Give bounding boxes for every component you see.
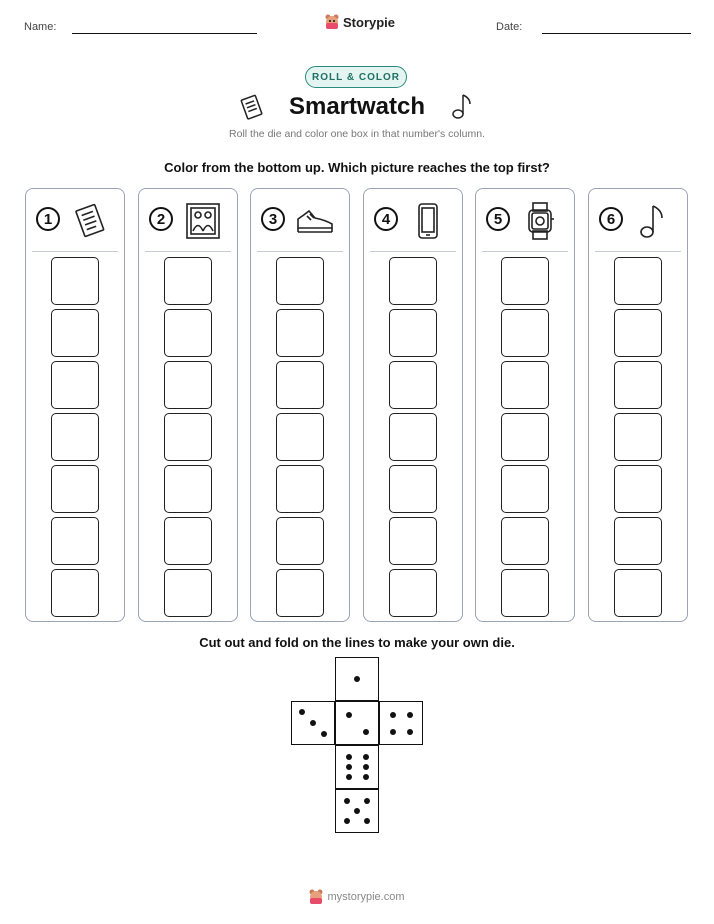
name-label: Name: (24, 21, 57, 33)
die-pip (363, 774, 369, 780)
column-number: 3 (261, 207, 285, 231)
color-box[interactable] (501, 413, 549, 461)
die-pip (346, 774, 352, 780)
color-box[interactable] (164, 569, 212, 617)
color-box[interactable] (51, 361, 99, 409)
color-box[interactable] (501, 309, 549, 357)
footer (0, 889, 714, 905)
color-box[interactable] (389, 413, 437, 461)
column-5 (475, 188, 575, 622)
footer-url[interactable]: mystorypie.com (327, 891, 405, 903)
color-box[interactable] (501, 257, 549, 305)
column-header (26, 189, 124, 249)
column-1 (25, 188, 125, 622)
die-pip (354, 676, 360, 682)
music-note-icon (450, 92, 474, 120)
color-box[interactable] (164, 361, 212, 409)
smartphone-icon (408, 201, 448, 241)
cut-instruction: Cut out and fold on the lines to make your own die. (199, 635, 515, 650)
subtitle: Roll the die and color one box in that number's column. (229, 128, 485, 140)
color-box[interactable] (501, 569, 549, 617)
color-box[interactable] (276, 465, 324, 513)
color-box[interactable] (51, 569, 99, 617)
die-pip (321, 731, 327, 737)
die-pip (346, 712, 352, 718)
column-number: 1 (36, 207, 60, 231)
die-pip (364, 818, 370, 824)
date-label: Date: (496, 21, 523, 33)
die-face-3 (291, 701, 335, 745)
die-pip (363, 764, 369, 770)
color-box[interactable] (614, 517, 662, 565)
color-box[interactable] (276, 257, 324, 305)
color-box[interactable] (276, 569, 324, 617)
column-6 (588, 188, 688, 622)
die-pip (390, 712, 396, 718)
die-pip (407, 729, 413, 735)
brand-logo (325, 14, 395, 30)
color-box[interactable] (389, 569, 437, 617)
color-box[interactable] (51, 465, 99, 513)
color-box[interactable] (614, 309, 662, 357)
column-divider (257, 251, 343, 252)
column-divider (145, 251, 231, 252)
bear-logo-icon (309, 889, 323, 905)
roll-color-badge: ROLL & COLOR (305, 66, 407, 88)
page-title: Smartwatch (288, 93, 426, 120)
die-face-4 (379, 701, 423, 745)
color-box[interactable] (276, 413, 324, 461)
color-box[interactable] (164, 517, 212, 565)
color-box[interactable] (164, 257, 212, 305)
color-box[interactable] (389, 517, 437, 565)
color-box[interactable] (614, 465, 662, 513)
name-line[interactable] (72, 33, 257, 34)
die-pip (390, 729, 396, 735)
brand-name: Storypie (343, 14, 396, 30)
die-face-1 (335, 657, 379, 701)
instruction-text: Color from the bottom up. Which picture reaches the top first? (164, 160, 550, 175)
die-pip (407, 712, 413, 718)
column-divider (370, 251, 456, 252)
color-box[interactable] (389, 309, 437, 357)
die-pip (363, 729, 369, 735)
color-box[interactable] (164, 465, 212, 513)
die-pip (346, 764, 352, 770)
book-icon (70, 201, 110, 241)
column-number: 5 (486, 207, 510, 231)
color-box[interactable] (501, 465, 549, 513)
column-header (251, 189, 349, 249)
column-4 (363, 188, 463, 622)
color-box[interactable] (164, 309, 212, 357)
color-box[interactable] (614, 257, 662, 305)
die-face-2 (335, 701, 379, 745)
die-face-6 (335, 745, 379, 789)
column-number: 6 (599, 207, 623, 231)
sneaker-icon (295, 201, 335, 241)
color-box[interactable] (276, 517, 324, 565)
color-box[interactable] (164, 413, 212, 461)
photo-frame-icon (183, 201, 223, 241)
die-pip (344, 798, 350, 804)
die-pip (344, 818, 350, 824)
column-number: 4 (374, 207, 398, 231)
die-pip (310, 720, 316, 726)
date-line[interactable] (542, 33, 691, 34)
color-box[interactable] (276, 309, 324, 357)
die-face-5 (335, 789, 379, 833)
music-note-icon (633, 201, 673, 241)
column-header (139, 189, 237, 249)
column-number: 2 (149, 207, 173, 231)
color-box[interactable] (614, 413, 662, 461)
die-pip (299, 709, 305, 715)
column-divider (595, 251, 681, 252)
color-box[interactable] (501, 361, 549, 409)
color-box[interactable] (614, 569, 662, 617)
color-box[interactable] (389, 361, 437, 409)
smartwatch-icon (520, 201, 560, 241)
column-divider (32, 251, 118, 252)
color-box[interactable] (51, 517, 99, 565)
column-header (476, 189, 574, 249)
color-box[interactable] (614, 361, 662, 409)
die-pip (363, 754, 369, 760)
column-header (364, 189, 462, 249)
color-box[interactable] (501, 517, 549, 565)
color-box[interactable] (389, 465, 437, 513)
bear-logo-icon (325, 14, 339, 30)
column-2 (138, 188, 238, 622)
color-box[interactable] (389, 257, 437, 305)
die-pip (346, 754, 352, 760)
color-box[interactable] (276, 361, 324, 409)
die-pip (354, 808, 360, 814)
column-divider (482, 251, 568, 252)
color-box[interactable] (51, 309, 99, 357)
color-box[interactable] (51, 257, 99, 305)
die-pip (364, 798, 370, 804)
column-3 (250, 188, 350, 622)
color-box[interactable] (51, 413, 99, 461)
column-header (589, 189, 687, 249)
